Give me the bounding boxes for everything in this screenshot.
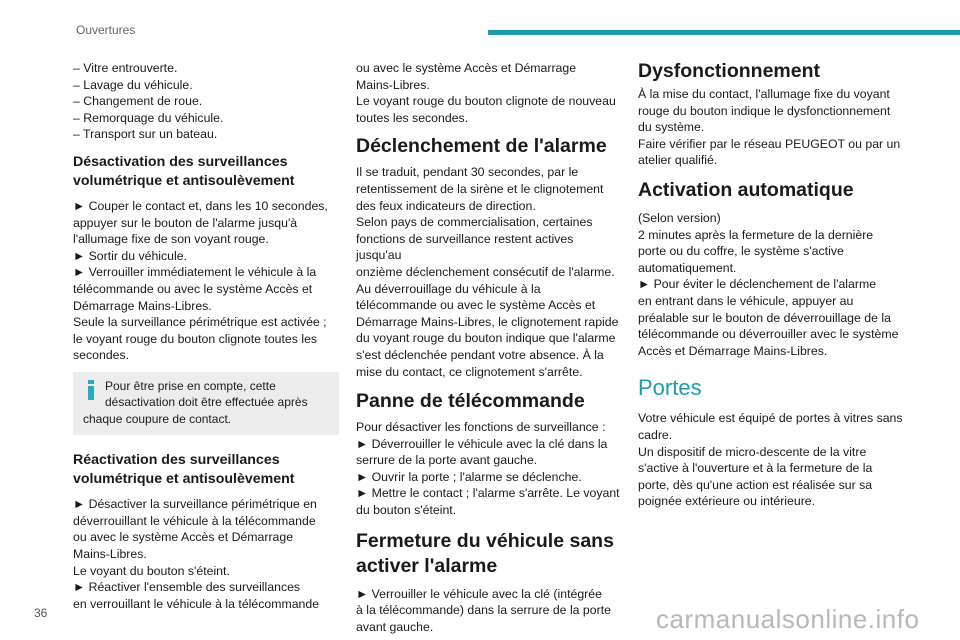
- panne-text: Pour désactiver les fonctions de surveillance : ► Déverrouiller le véhicule avec la clé dans la serrure de la porte avant gauche. ► Ouvrir la porte ; l'alarme se déclenche. ► Mettre le contact ; l'alarme s'arrête. Le voyant du bouton s'éteint.: [356, 420, 620, 518]
- heading-dysfonctionnement: Dysfonctionnement: [638, 60, 821, 82]
- portes-text: Votre véhicule est équipé de portes à vitres sans cadre. Un dispositif de micro-descente de la vitre s'active à l'ouverture et à la fermeture de la porte, dès qu'une action est réalisée sur sa poignée extérieure ou intérieure.: [638, 411, 903, 509]
- header-accent-bar: [488, 30, 960, 35]
- heading-portes: Portes: [638, 375, 702, 401]
- reactivation-text: ► Désactiver la surveillance périmétrique en déverrouillant le véhicule à la télécommande ou avec le système Accès et Démarrage Mains-Libres. Le voyant du bouton s'éteint. ► Réactiver l'ensemble des surveillances en verrouillant le véhicule à la télécommande: [73, 497, 320, 611]
- list-item: – Vitre entrouverte.: [73, 61, 178, 75]
- continued-text: ou avec le système Accès et Démarrage Mains-Libres. Le voyant rouge du bouton clignote de nouveau toutes les secondes.: [356, 61, 616, 125]
- info-icon: [87, 380, 95, 400]
- heading-declenchement: Déclenchement de l'alarme: [356, 135, 607, 158]
- column-3: [638, 60, 904, 510]
- list-item: – Lavage du véhicule.: [73, 77, 193, 92]
- heading-reactivation: Réactivation des surveillances volumétrique et antisoulèvement: [73, 452, 295, 488]
- watermark: carmanualsonline.info: [656, 604, 920, 634]
- fermeture-text: ► Verrouiller le véhicule avec la clé (intégrée à la télécommande) dans la serrure de la porte avant gauche.: [356, 586, 611, 634]
- deactivation-text: ► Couper le contact et, dans les 10 secondes, appuyer sur le bouton de l'alarme jusqu'à l'allumage fixe de son voyant rouge. ► Sortir du véhicule. ► Verrouiller immédiatement le véhicule à la télécommande ou avec le système Accès et Démarrage Mains-Libres. Seule la surveillance périmétrique est activée ; le voyant rouge du bouton clignote toutes les secondes.: [73, 198, 328, 363]
- column-1: [73, 60, 339, 612]
- condition-list: [73, 60, 339, 143]
- list-item: – Changement de roue.: [73, 94, 203, 109]
- list-item: – Transport sur un bateau.: [73, 127, 218, 142]
- heading-activation-auto: Activation automatique: [638, 178, 854, 201]
- section-title: Ouvertures: [76, 23, 136, 37]
- heading-panne: Panne de télécommande: [356, 390, 585, 413]
- dysfonctionnement-text: À la mise du contact, l'allumage fixe du voyant rouge du bouton indique le dysfonctionnement du système. Faire vérifier par le réseau PEUGEOT ou par un atelier qualifié.: [638, 87, 901, 168]
- activation-auto-text: (Selon version) 2 minutes après la fermeture de la dernière porte ou du coffre, le système s'active automatiquement. ► Pour éviter le déclenchement de l'alarme en entrant dans le véhicule, appuyer au préalable sur le bouton de déverrouillage de la télécommande ou déverrouiller avec le système Accès et Démarrage Mains-Libres.: [638, 210, 899, 358]
- info-note: Pour être prise en compte, cette désactivation doit être effectuée après chaque coupure de contact.: [73, 372, 339, 435]
- page-number: 36: [34, 606, 48, 620]
- column-2: [356, 60, 622, 635]
- declenchement-text: Il se traduit, pendant 30 secondes, par le retentissement de la sirène et le clignotement des feux indicateurs de direction. Selon pays de commercialisation, certaines fonctions de surveillance restent actives jusqu'au onzième déclenchement consécutif de l'alarme. Au déverrouillage du véhicule à la télécommande ou avec le système Accès et Démarrage Mains-Libres, le clignotement rapide du voyant rouge du bouton indique que l'alarme s'est déclenchée pendant votre absence. À la mise du contact, ce clignotement s'arrête.: [356, 165, 619, 379]
- heading-deactivation: Désactivation des surveillances volumétrique et antisoulèvement: [73, 153, 295, 189]
- heading-fermeture: Fermeture du véhicule sans activer l'alarme: [356, 529, 614, 577]
- list-item: – Remorquage du véhicule.: [73, 110, 224, 125]
